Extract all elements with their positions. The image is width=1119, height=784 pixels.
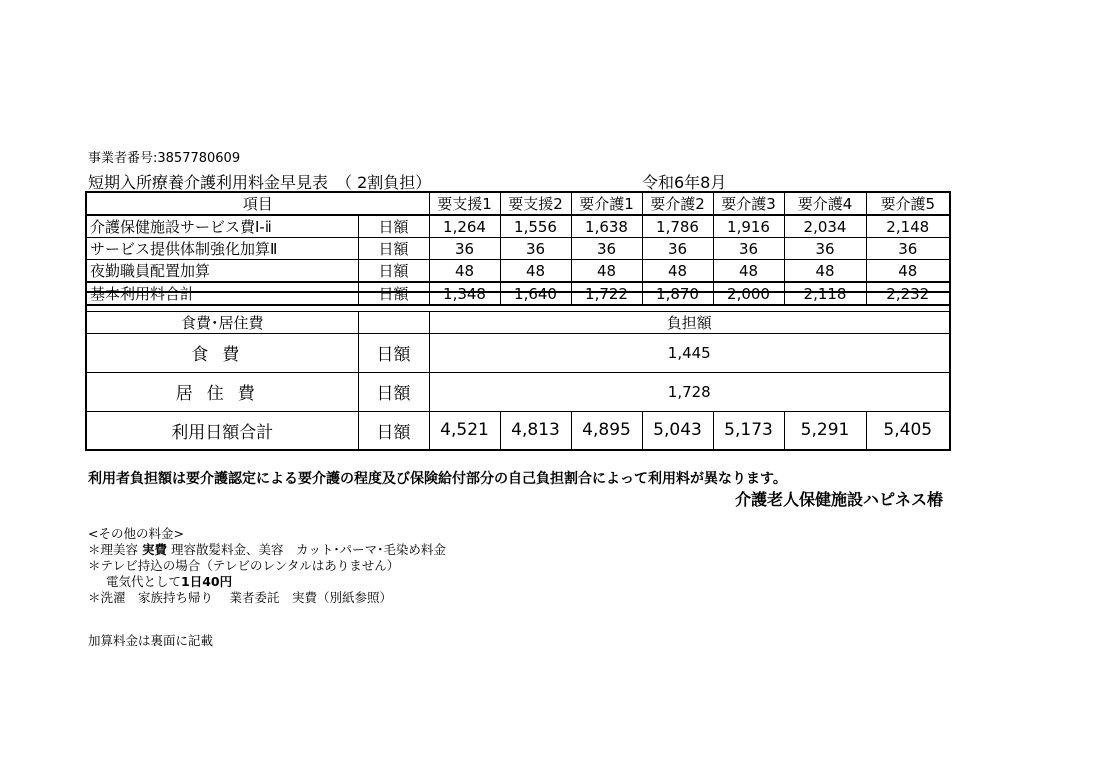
cell-value: 5,173: [713, 411, 784, 450]
cell-value: 1,786: [642, 215, 713, 238]
copay-note: 利用者負担額は要介護認定による要介護の程度及び保険給付部分の自己負担割合によって利用料が異なります。: [88, 471, 787, 487]
food-unit: 日額: [358, 333, 429, 372]
other-fees-section: [88, 526, 446, 606]
other-fee-item: [88, 558, 446, 574]
cell-value: 1,556: [500, 215, 571, 238]
header-level: 要介護4: [784, 192, 866, 215]
cell-value: 1,264: [429, 215, 500, 238]
cell-value: 4,521: [429, 411, 500, 450]
document-title: 短期入所療養介護利用料金早見表 （ 2割負担）: [88, 173, 432, 192]
other-fee-item: [88, 574, 446, 590]
cell-value: 36: [500, 238, 571, 260]
document-date: 令和6年8月: [642, 173, 727, 192]
fee-header-label: 食費･居住費: [86, 311, 358, 333]
cell-value: 36: [571, 238, 642, 260]
cell-value: 48: [713, 260, 784, 283]
cell-value: 5,405: [866, 411, 950, 450]
cell-value: 2,148: [866, 215, 950, 238]
header-level: 要介護5: [866, 192, 950, 215]
other-fee-item: [88, 542, 446, 558]
row-unit: 日額: [358, 238, 429, 260]
fee-header-row: [86, 311, 950, 333]
cell-value: 1,640: [500, 282, 571, 305]
table-row: [86, 215, 950, 238]
care-level-fee-table: [85, 191, 951, 306]
daily-total-unit: 日額: [358, 411, 429, 450]
fee-item-text: 電気代として: [106, 574, 182, 589]
fee-item-text: ＊洗濯 家族持ち帰り 業者委託 実費（別紙参照）: [88, 590, 392, 605]
cell-value: 5,291: [784, 411, 866, 450]
cell-value: 4,895: [571, 411, 642, 450]
business-number: 事業者番号:3857780609: [88, 151, 241, 166]
daily-total-label: 利用日額合計: [86, 411, 358, 450]
residence-unit: 日額: [358, 372, 429, 411]
cell-value: 48: [500, 260, 571, 283]
fee-item-bold: 1日40円: [181, 574, 233, 589]
cell-value: 2,034: [784, 215, 866, 238]
fee-header-blank: [358, 311, 429, 333]
cell-value: 36: [713, 238, 784, 260]
cell-value: 2,232: [866, 282, 950, 305]
header-level: 要支援2: [500, 192, 571, 215]
cell-value: 48: [429, 260, 500, 283]
fee-header-amount: 負担額: [429, 311, 950, 333]
fee-item-bold: 実費: [142, 542, 168, 557]
cell-value: 48: [866, 260, 950, 283]
fee-item-text: ＊理美容: [88, 542, 139, 557]
cell-value: 5,043: [642, 411, 713, 450]
cell-value: 1,722: [571, 282, 642, 305]
residence-label: 居住費: [86, 372, 358, 411]
cell-value: 48: [642, 260, 713, 283]
row-label: サービス提供体制強化加算Ⅱ: [86, 238, 358, 260]
header-item: 項目: [86, 192, 429, 215]
residence-value: 1,728: [429, 372, 950, 411]
other-fee-item: [88, 590, 446, 606]
cell-value: 2,000: [713, 282, 784, 305]
other-fees-heading: <その他の料金>: [88, 526, 184, 541]
cell-value: 1,870: [642, 282, 713, 305]
table-row: [86, 260, 950, 283]
header-level: 要介護1: [571, 192, 642, 215]
cell-value: 48: [571, 260, 642, 283]
residence-row: [86, 372, 950, 411]
cell-value: 36: [429, 238, 500, 260]
cell-value: 36: [784, 238, 866, 260]
cell-value: 1,916: [713, 215, 784, 238]
row-unit: 日額: [358, 260, 429, 283]
cell-value: 1,638: [571, 215, 642, 238]
row-unit: 日額: [358, 215, 429, 238]
header-level: 要支援1: [429, 192, 500, 215]
header-row: [86, 192, 950, 215]
table-row: [86, 238, 950, 260]
cell-value: 4,813: [500, 411, 571, 450]
row-label: 介護保健施設サービス費Ⅰ-ⅱ: [86, 215, 358, 238]
food-label: 食費: [86, 333, 358, 372]
daily-total-row: [86, 411, 950, 450]
fee-item-text: ＊テレビ持込の場合（テレビのレンタルはありません）: [88, 558, 400, 573]
cell-value: 36: [866, 238, 950, 260]
row-label: 基本利用料合計: [86, 282, 358, 305]
spacer-row: [86, 292, 950, 311]
cell-value: 36: [642, 238, 713, 260]
spacer-cell: [86, 292, 950, 311]
fee-item-text: 理容散髪料金、美容 カット･パーマ･毛染め料金: [171, 542, 446, 557]
food-row: [86, 333, 950, 372]
row-unit: 日額: [358, 282, 429, 305]
meal-residence-fee-table: [85, 291, 951, 451]
facility-name: 介護老人保健施設ハピネス椿: [734, 490, 943, 509]
cell-value: 1,348: [429, 282, 500, 305]
header-level: 要介護2: [642, 192, 713, 215]
row-label: 夜勤職員配置加算: [86, 260, 358, 283]
cell-value: 48: [784, 260, 866, 283]
food-value: 1,445: [429, 333, 950, 372]
header-level: 要介護3: [713, 192, 784, 215]
cell-value: 2,118: [784, 282, 866, 305]
footer-note: 加算料金は裏面に記載: [88, 633, 214, 648]
